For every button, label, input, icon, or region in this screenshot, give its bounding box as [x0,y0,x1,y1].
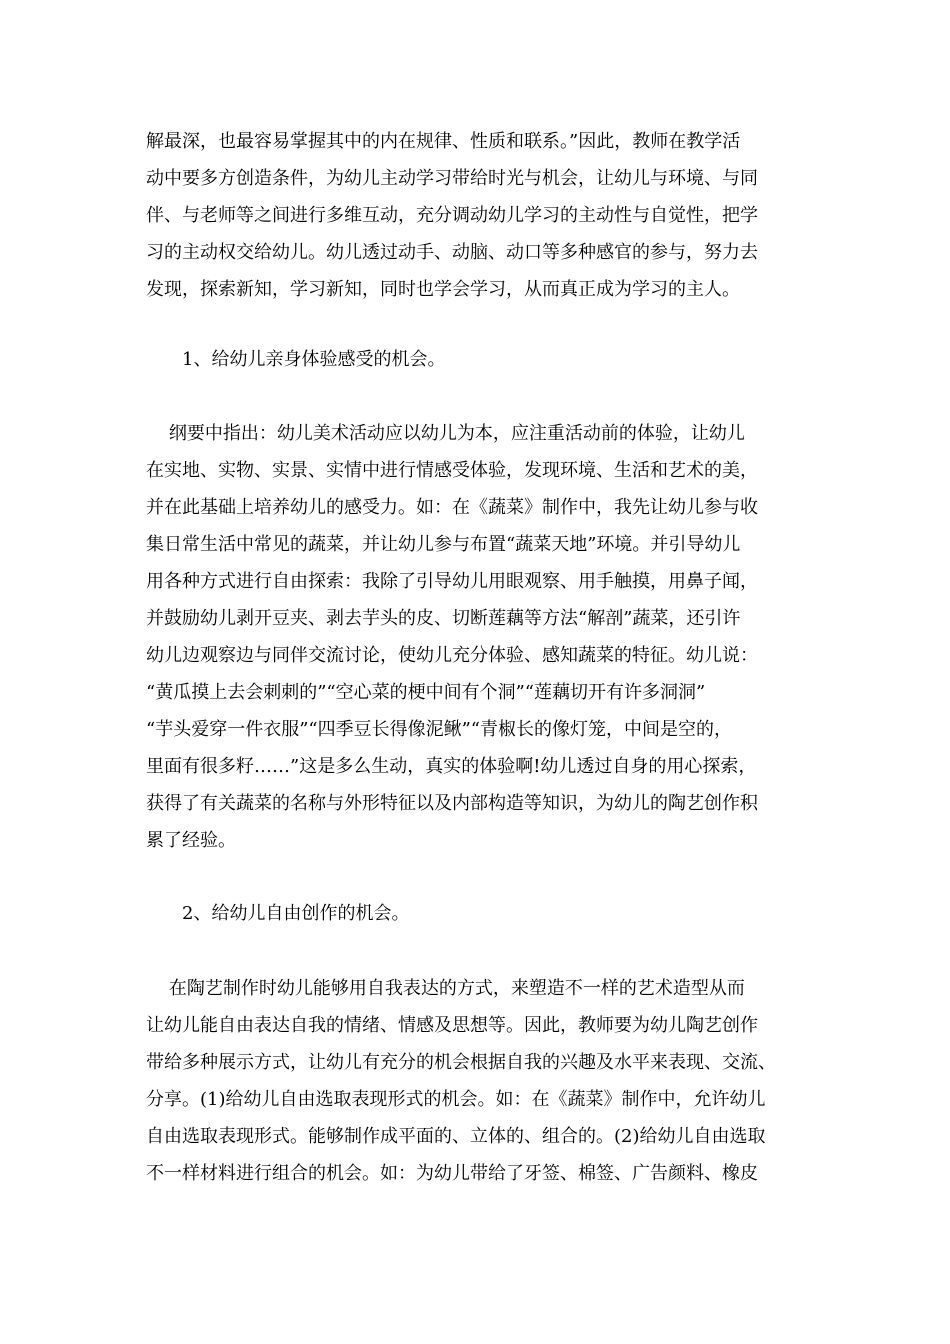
text-line: 集日常生活中常见的蔬菜，并让幼儿参与布置“蔬菜天地”环境。并引导幼儿 [146,534,741,555]
paragraph-2 [146,970,810,1192]
text-line: 伴、与老师等之间进行多维互动，充分调动幼儿学习的主动性与自觉性，把学 [146,205,758,226]
text-line: 累了经验。 [146,830,236,851]
text-line: 带给多种展示方式，让幼儿有充分的机会根据自我的兴趣及水平来表现、交流、 [146,1052,776,1073]
text-line: 习的主动权交给幼儿。幼儿透过动手、动脑、动口等多种感官的参与，努力去 [146,242,758,263]
text-line: 自由选取表现形式。能够制作成平面的、立体的、组合的。(2)给幼儿自由选取 [146,1126,766,1147]
text-line: 在实地、实物、实景、实情中进行情感受体验，发现环境、生活和艺术的美， [146,460,758,481]
paragraph-1 [146,415,810,859]
text-line: 纲要中指出：幼儿美术活动应以幼儿为本，应注重活动前的体验，让幼儿 [146,423,745,444]
text-line: “黄瓜摸上去会刺刺的”“空心菜的梗中间有个洞”“莲藕切开有许多洞洞” [146,682,706,703]
text-line: 让幼儿能自由表达自我的情绪、情感及思想等。因此，教师要为幼儿陶艺创作 [146,1015,758,1036]
section-heading-1: 1、给幼儿亲身体验感受的机会。 [182,349,446,370]
text-line: 并鼓励幼儿剥开豆夹、剥去芋头的皮、切断莲藕等方法“解剖”蔬菜，还引许 [146,608,741,629]
text-line: 分享。(1)给幼儿自由选取表现形式的机会。如：在《蔬菜》制作中，允许幼儿 [146,1089,766,1110]
text-line: 不一样材料进行组合的机会。如：为幼儿带给了牙签、棉签、广告颜料、橡皮 [146,1163,758,1184]
text-line: 动中要多方创造条件，为幼儿主动学习带给时光与机会，让幼儿与环境、与同 [146,168,758,189]
text-line: 里面有很多籽……”这是多么生动，真实的体验啊!幼儿透过自身的用心探索， [146,756,757,777]
text-line: 获得了有关蔬菜的名称与外形特征以及内部构造等知识，为幼儿的陶艺创作积 [146,793,758,814]
paragraph-intro [146,123,810,308]
text-line: 在陶艺制作时幼儿能够用自我表达的方式，来塑造不一样的艺术造型从而 [146,978,745,999]
text-line: “芋头爱穿一件衣服”“四季豆长得像泥鳅”“青椒长的像灯笼，中间是空的， [146,719,733,740]
text-line: 幼儿边观察边与同伴交流讨论，使幼儿充分体验、感知蔬菜的特征。幼儿说： [146,645,758,666]
text-line: 解最深，也最容易掌握其中的内在规律、性质和联系。”因此，教师在教学活 [146,131,741,152]
text-line: 用各种方式进行自由探索：我除了引导幼儿用眼观察、用手触摸，用鼻子闻， [146,571,758,592]
text-line: 并在此基础上培养幼儿的感受力。如：在《蔬菜》制作中，我先让幼儿参与收 [146,497,758,518]
text-line: 发现，探索新知，学习新知，同时也学会学习，从而真正成为学习的主人。 [146,279,740,300]
section-heading-2: 2、给幼儿自由创作的机会。 [182,903,410,924]
